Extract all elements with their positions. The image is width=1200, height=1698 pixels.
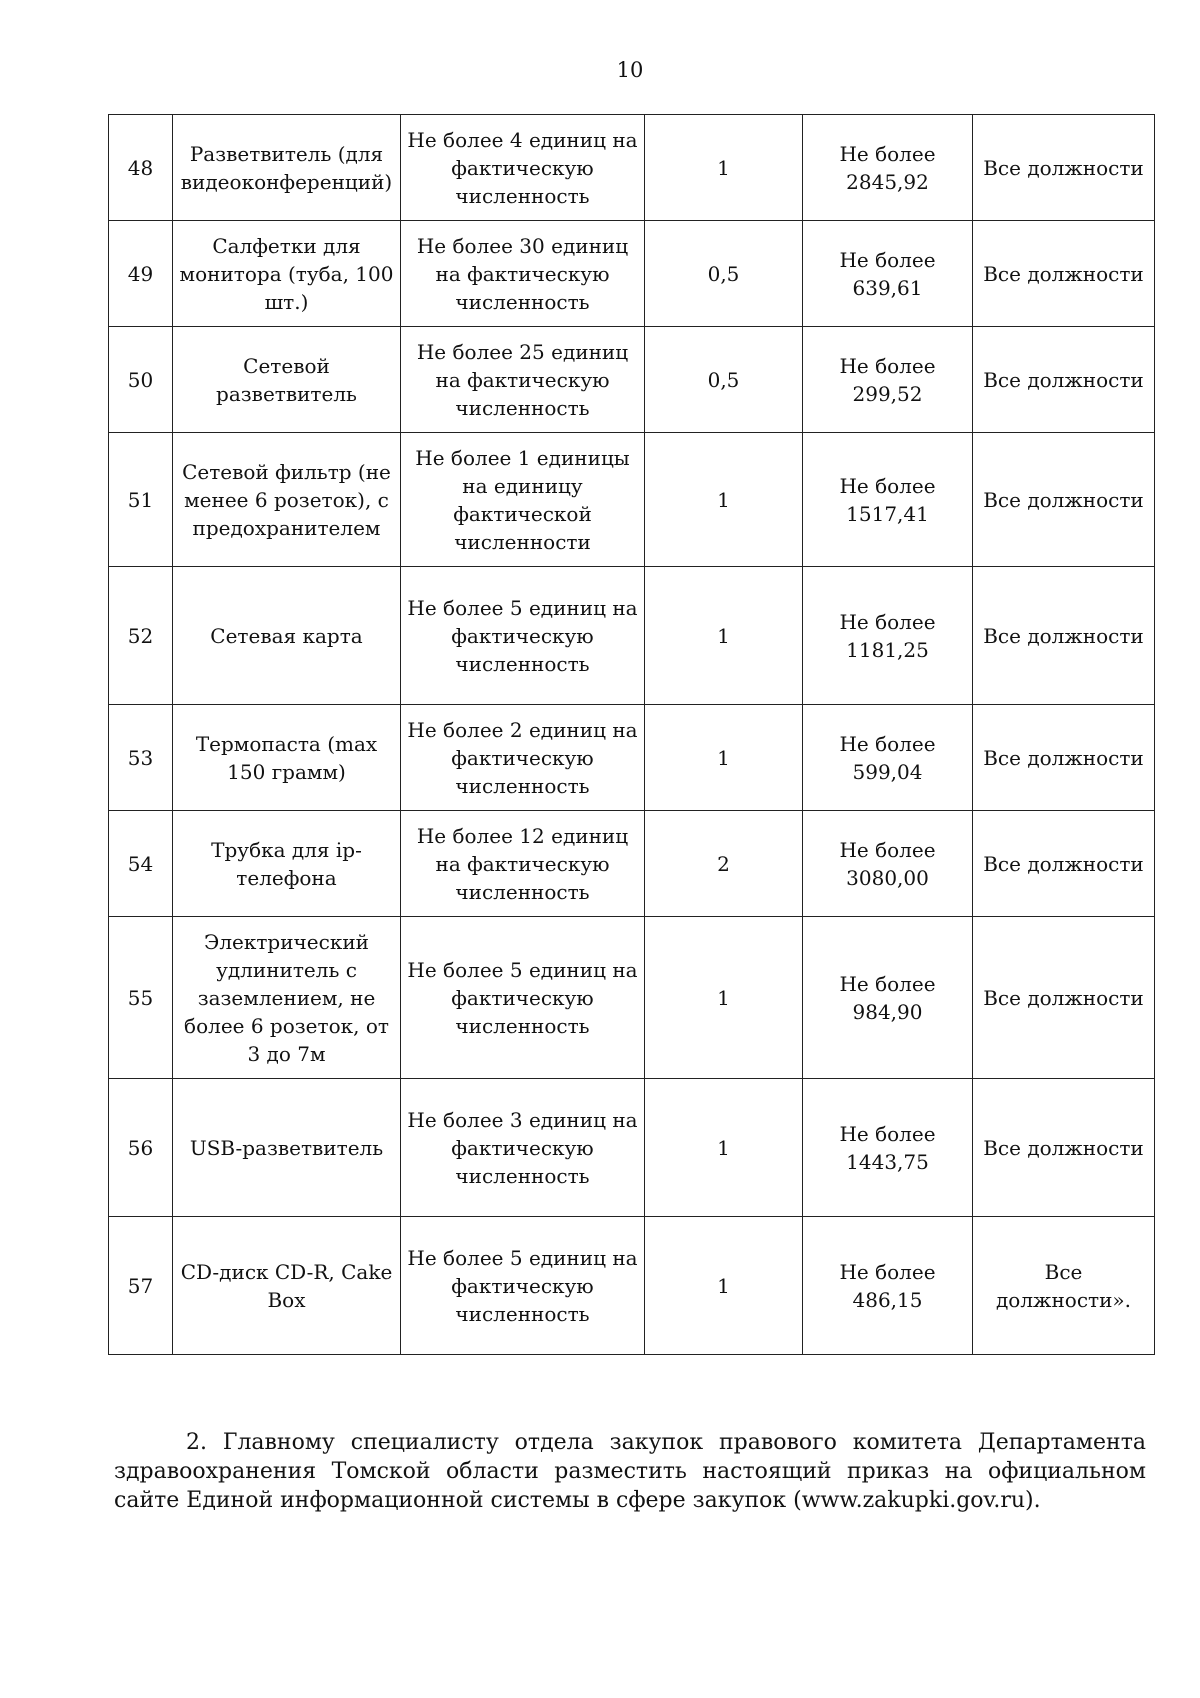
item-name: Сетевой разветвитель bbox=[173, 327, 401, 433]
row-number: 53 bbox=[109, 705, 173, 811]
item-quantity: Не более 12 единиц на фактическую численность bbox=[401, 811, 645, 917]
item-quantity: Не более 30 единиц на фактическую численность bbox=[401, 221, 645, 327]
item-name: CD-диск CD-R, Cake Box bbox=[173, 1217, 401, 1355]
item-term: 1 bbox=[645, 115, 803, 221]
table-row bbox=[109, 811, 1155, 917]
table-row bbox=[109, 115, 1155, 221]
row-number: 57 bbox=[109, 1217, 173, 1355]
table-row bbox=[109, 1079, 1155, 1217]
item-positions: Все должности bbox=[973, 115, 1155, 221]
item-price: Не более 486,15 bbox=[803, 1217, 973, 1355]
item-term: 1 bbox=[645, 917, 803, 1079]
item-term: 1 bbox=[645, 1079, 803, 1217]
items-table bbox=[108, 114, 1155, 1355]
item-term: 0,5 bbox=[645, 221, 803, 327]
table-row bbox=[109, 327, 1155, 433]
table-row bbox=[109, 1217, 1155, 1355]
item-quantity: Не более 2 единиц на фактическую численность bbox=[401, 705, 645, 811]
item-term: 0,5 bbox=[645, 327, 803, 433]
item-positions: Все должности bbox=[973, 221, 1155, 327]
item-price: Не более 639,61 bbox=[803, 221, 973, 327]
page-number: 10 bbox=[616, 58, 644, 82]
table-row bbox=[109, 433, 1155, 567]
item-term: 1 bbox=[645, 1217, 803, 1355]
item-term: 2 bbox=[645, 811, 803, 917]
row-number: 49 bbox=[109, 221, 173, 327]
table-row bbox=[109, 705, 1155, 811]
item-price: Не более 984,90 bbox=[803, 917, 973, 1079]
item-name: Сетевой фильтр (не менее 6 розеток), с предохранителем bbox=[173, 433, 401, 567]
item-name: Салфетки для монитора (туба, 100 шт.) bbox=[173, 221, 401, 327]
item-positions: Все должности bbox=[973, 1079, 1155, 1217]
item-name: Трубка для ip-телефона bbox=[173, 811, 401, 917]
item-positions: Все должности bbox=[973, 705, 1155, 811]
row-number: 56 bbox=[109, 1079, 173, 1217]
item-quantity: Не более 25 единиц на фактическую численность bbox=[401, 327, 645, 433]
row-number: 52 bbox=[109, 567, 173, 705]
row-number: 54 bbox=[109, 811, 173, 917]
item-term: 1 bbox=[645, 567, 803, 705]
item-positions: Все должности bbox=[973, 917, 1155, 1079]
item-quantity: Не более 1 единицы на единицу фактической численности bbox=[401, 433, 645, 567]
item-name: USB-разветвитель bbox=[173, 1079, 401, 1217]
item-positions: Все должности». bbox=[973, 1217, 1155, 1355]
item-price: Не более 599,04 bbox=[803, 705, 973, 811]
item-price: Не более 1443,75 bbox=[803, 1079, 973, 1217]
table-row bbox=[109, 917, 1155, 1079]
item-quantity: Не более 5 единиц на фактическую численность bbox=[401, 567, 645, 705]
item-price: Не более 3080,00 bbox=[803, 811, 973, 917]
item-term: 1 bbox=[645, 433, 803, 567]
row-number: 55 bbox=[109, 917, 173, 1079]
item-positions: Все должности bbox=[973, 327, 1155, 433]
item-positions: Все должности bbox=[973, 567, 1155, 705]
table-row bbox=[109, 221, 1155, 327]
instruction-paragraph: 2. Главному специалисту отдела закупок правового комитета Департамента здравоохранения Томской области разместить настоящий приказ на официальном сайте Единой информационной системы в сфере закупок (www.zakupki.gov.ru). bbox=[114, 1430, 1146, 1513]
item-quantity: Не более 3 единиц на фактическую численность bbox=[401, 1079, 645, 1217]
row-number: 48 bbox=[109, 115, 173, 221]
row-number: 50 bbox=[109, 327, 173, 433]
row-number: 51 bbox=[109, 433, 173, 567]
item-name: Электрический удлинитель с заземлением, не более 6 розеток, от 3 до 7м bbox=[173, 917, 401, 1079]
item-quantity: Не более 4 единиц на фактическую численность bbox=[401, 115, 645, 221]
item-quantity: Не более 5 единиц на фактическую численность bbox=[401, 1217, 645, 1355]
item-price: Не более 1181,25 bbox=[803, 567, 973, 705]
item-positions: Все должности bbox=[973, 433, 1155, 567]
item-name: Разветвитель (для видеоконференций) bbox=[173, 115, 401, 221]
item-price: Не более 299,52 bbox=[803, 327, 973, 433]
item-price: Не более 1517,41 bbox=[803, 433, 973, 567]
item-term: 1 bbox=[645, 705, 803, 811]
item-name: Термопаста (max 150 грамм) bbox=[173, 705, 401, 811]
item-price: Не более 2845,92 bbox=[803, 115, 973, 221]
table-row bbox=[109, 567, 1155, 705]
item-quantity: Не более 5 единиц на фактическую численность bbox=[401, 917, 645, 1079]
item-name: Сетевая карта bbox=[173, 567, 401, 705]
item-positions: Все должности bbox=[973, 811, 1155, 917]
